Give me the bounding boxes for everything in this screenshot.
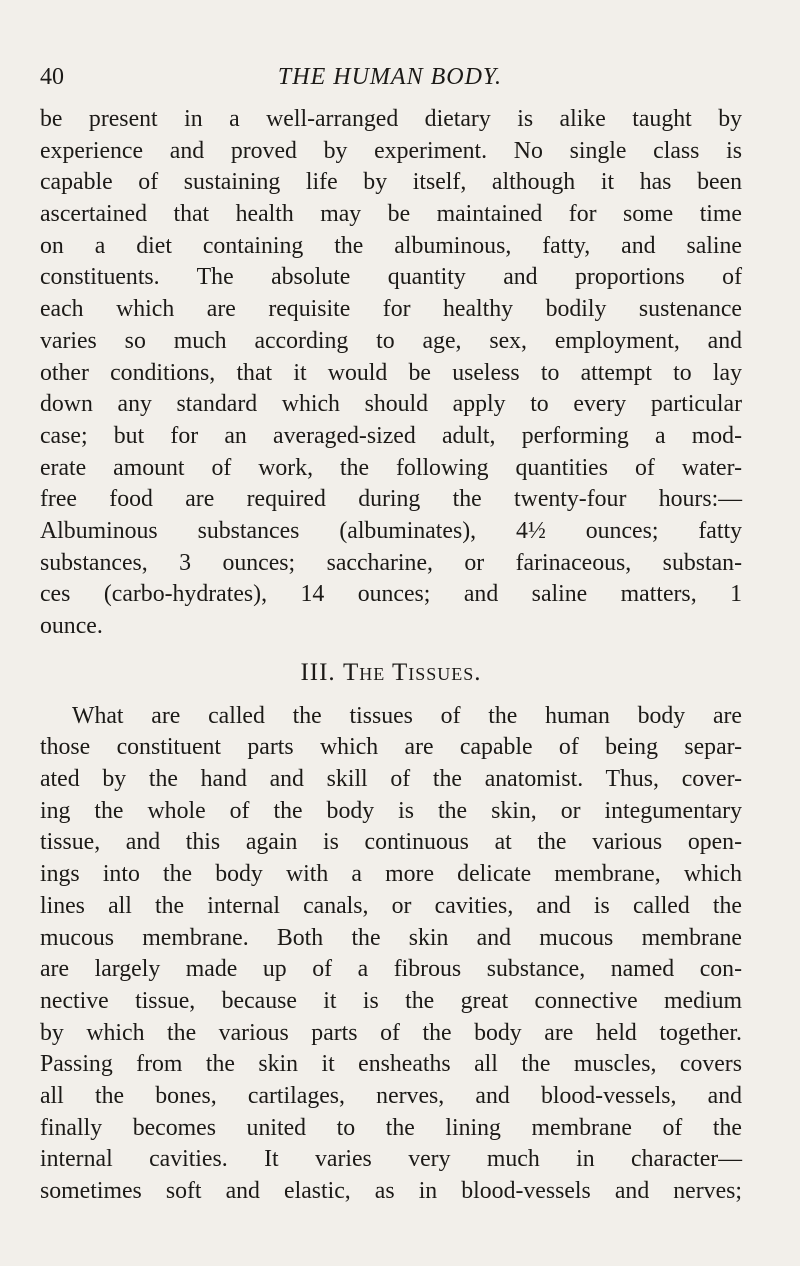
text-line: finally becomes united to the lining membrane of the [40,1114,742,1141]
text-line: case; but for an averaged-sized adult, performing a mod- [40,422,742,449]
text-line: Albuminous substances (albuminates), 4½ ounces; fatty [40,517,742,544]
text-line: by which the various parts of the body are held together. [40,1019,742,1046]
text-line: be present in a well-arranged dietary is alike taught by [40,106,742,132]
text-line: ces (carbo-hydrates), 14 ounces; and saline matters, 1 [40,581,742,608]
page-number: 40 [40,64,64,90]
text-line: lines all the internal canals, or cavities, and is called the [40,892,742,919]
text-line: tissue, and this again is continuous at the various open- [40,829,742,856]
paragraph-tissues [40,701,742,1208]
text-line: down any standard which should apply to every particular [40,391,742,418]
text-line: are largely made up of a fibrous substance, named con- [40,956,742,983]
text-line: constituents. The absolute quantity and proportions of [40,264,742,291]
paragraph-dietary [40,104,742,643]
body-text [40,104,742,1208]
running-title: THE HUMAN BODY. [277,64,503,90]
text-line: substances, 3 ounces; saccharine, or farinaceous, substan- [40,549,742,576]
text-line: sometimes soft and elastic, as in blood-vessels and nerves; [40,1178,742,1204]
text-line: ing the whole of the body is the skin, or integumentary [40,797,742,824]
text-line: internal cavities. It varies very much in character— [40,1146,742,1173]
running-head [40,62,740,92]
text-line: What are called the tissues of the human body are [72,702,742,729]
text-line: nective tissue, because it is the great connective medium [40,987,742,1014]
text-line: experience and proved by experiment. No single class is [40,137,742,164]
text-line: ings into the body with a more delicate membrane, which [40,861,742,888]
text-line: ated by the hand and skill of the anatomist. Thus, cover- [40,766,742,793]
text-line: erate amount of work, the following quantities of water- [40,454,742,481]
text-line: Passing from the skin it ensheaths all the muscles, covers [40,1051,742,1078]
text-line: ascertained that health may be maintained for some time [40,201,742,228]
text-line: those constituent parts which are capable of being separ- [40,734,742,761]
text-line: mucous membrane. Both the skin and mucous membrane [40,924,742,951]
section-title: The Tissues. [342,658,482,686]
text-line: on a diet containing the albuminous, fatty, and saline [40,232,742,259]
text-line: capable of sustaining life by itself, although it has been [40,169,742,196]
section-number: III. [300,658,336,686]
text-line: free food are required during the twenty-four hours:— [40,486,742,513]
text-line: each which are requisite for healthy bodily sustenance [40,296,742,323]
text-line: other conditions, that it would be useless to attempt to lay [40,359,742,386]
text-line: ounce. [40,613,103,639]
text-line: varies so much according to age, sex, employment, and [40,327,742,354]
text-line: all the bones, cartilages, nerves, and blood-vessels, and [40,1082,742,1109]
section-heading [40,657,742,689]
